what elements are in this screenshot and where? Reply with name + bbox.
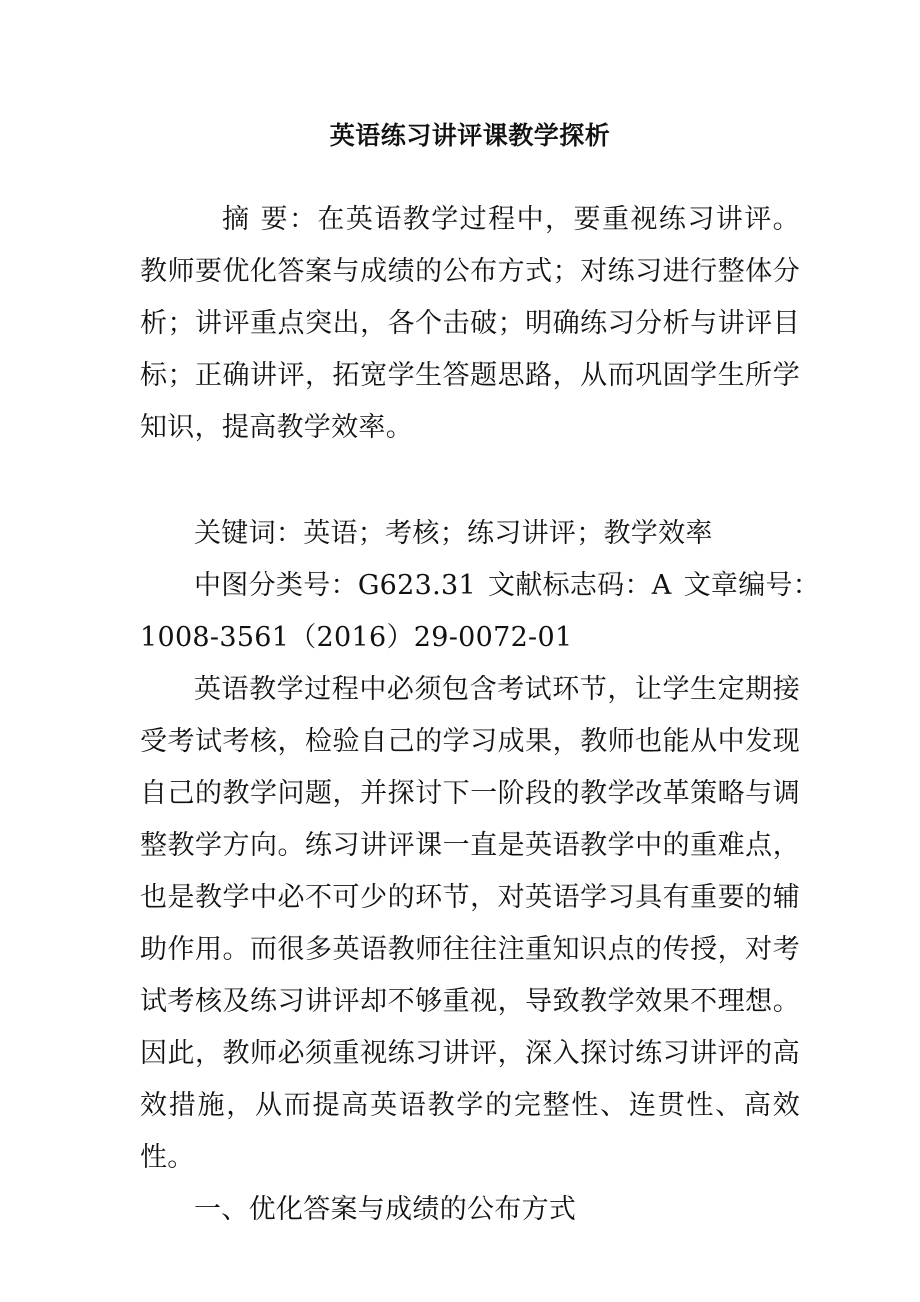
section-heading: 一、优化答案与成绩的公布方式 [194, 1194, 577, 1225]
body-paragraph: 英语教学过程中必须包含考试环节，让学生定期接受考试考核，检验自己的学习成果，教师也能从中发现自己的教学问题，并探讨下一阶段的教学改革策略与调整教学方向。练习讲评课一直是英语教学中的重难点，也是教学中必不可少的环节，对英语学习具有重要的辅助作用。而很多英语教师往往注重知识点的传授，对考试考核及练习讲评却不够重视，导致教学效果不理想。因此，教师必须重视练习讲评，深入探讨练习讲评的高效措施，从而提高英语教学的完整性、连贯性、高效性。 [140, 674, 800, 1173]
doc-code-label: 文献标志码： [487, 570, 652, 601]
keywords-line [140, 508, 800, 560]
abstract-paragraph [140, 194, 800, 454]
document-page [140, 112, 821, 1236]
classification-line [140, 560, 821, 664]
clc-value: G623.31 [357, 570, 476, 601]
doc-code-value: A [651, 570, 672, 601]
article-no-value: 1008-3561（2016）29-0072-01 [140, 622, 573, 653]
clc-label: 中图分类号： [194, 570, 358, 601]
abstract-text: 在英语教学过程中，要重视练习讲评。教师要优化答案与成绩的公布方式；对练习进行整体分析；讲评重点突出，各个击破；明确练习分析与讲评目标；正确讲评，拓宽学生答题思路，从而巩固学生所学知识，提高教学效率。 [140, 204, 800, 443]
article-no-label: 文章编号： [683, 570, 821, 601]
keywords-text: 英语；考核；练习讲评；教学效率 [303, 518, 713, 549]
document-title: 英语练习讲评课教学探析 [329, 121, 611, 150]
keywords-label: 关键词： [194, 518, 304, 549]
abstract-label: 摘 要： [222, 204, 318, 235]
